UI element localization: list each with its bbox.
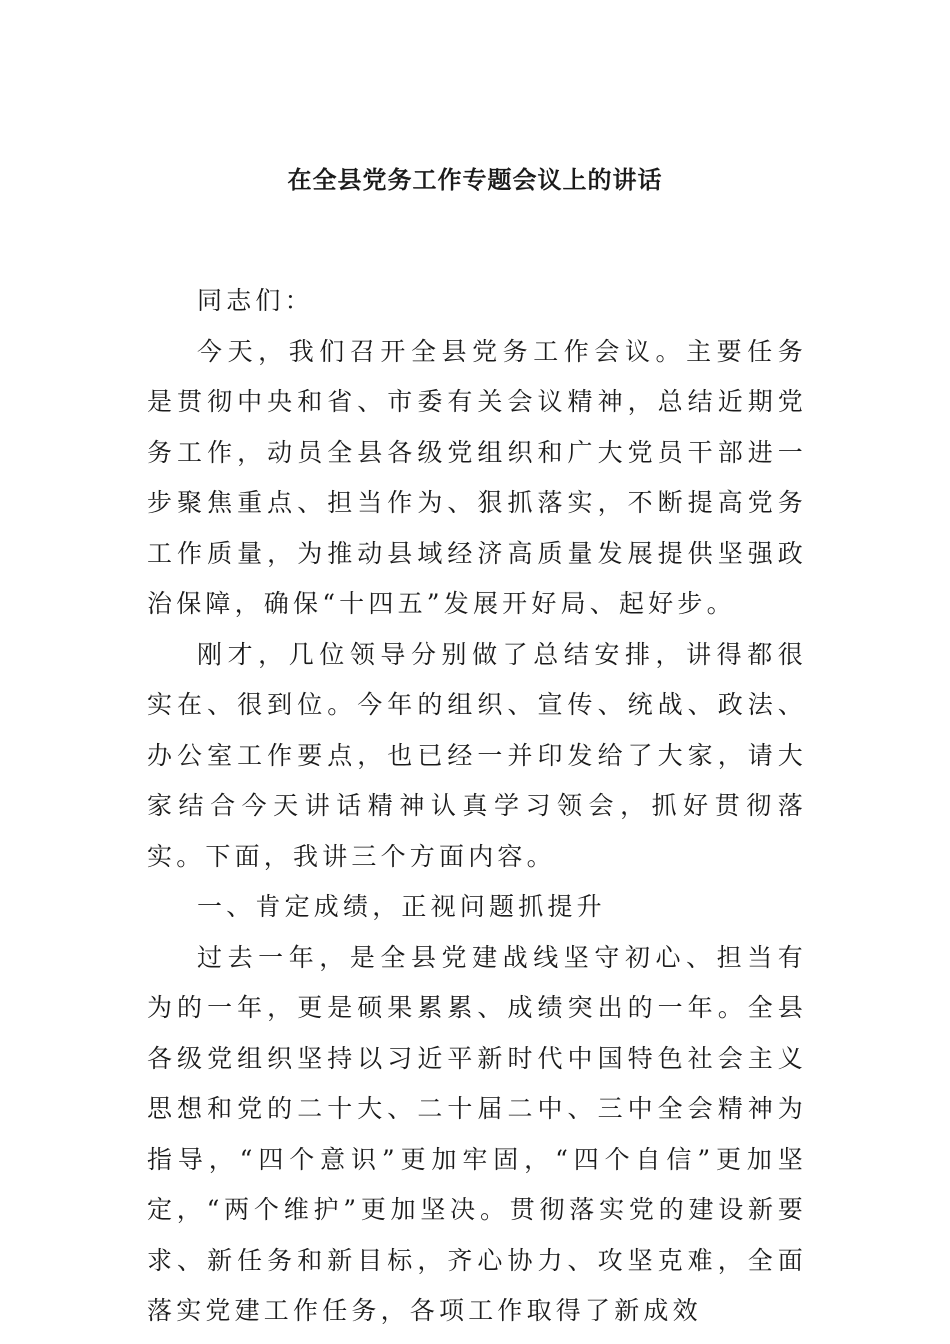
body-paragraph: 今天，我们召开全县党务工作会议。主要任务是贯彻中央和省、市委有关会议精神，总结近期党务工作，动员全县各级党组织和广大党员干部进一步聚焦重点、担当作为、狠抓落实，不断提高党务工作质量，为推动县域经济高质量发展提供坚强政治保障，确保“十四五”发展开好局、起好步。: [147, 336, 807, 618]
body-paragraph: 刚才，几位领导分别做了总结安排，讲得都很实在、很到位。今年的组织、宣传、统战、政法、办公室工作要点，也已经一并印发给了大家，请大家结合今天讲话精神认真学习领会，抓好贯彻落实。下面，我讲三个方面内容。: [147, 639, 807, 871]
body-paragraph: 过去一年，是全县党建战线坚守初心、担当有为的一年，更是硕果累累、成绩突出的一年。全县各级党组织坚持以习近平新时代中国特色社会主义思想和党的二十大、二十届二中、三中全会精神为指导，“四个意识”更加牢固，“四个自信”更加坚定，“两个维护”更加坚决。贯彻落实党的建设新要求、新任务和新目标，齐心协力、攻坚克难，全面落实党建工作任务，各项工作取得了新成效: [147, 942, 807, 1325]
salutation-paragraph: 同志们：: [197, 286, 314, 315]
section-heading: 一、肯定成绩，正视问题抓提升: [197, 892, 606, 921]
document-body: [147, 276, 807, 1337]
document-title: 在全县党务工作专题会议上的讲话: [287, 166, 663, 194]
